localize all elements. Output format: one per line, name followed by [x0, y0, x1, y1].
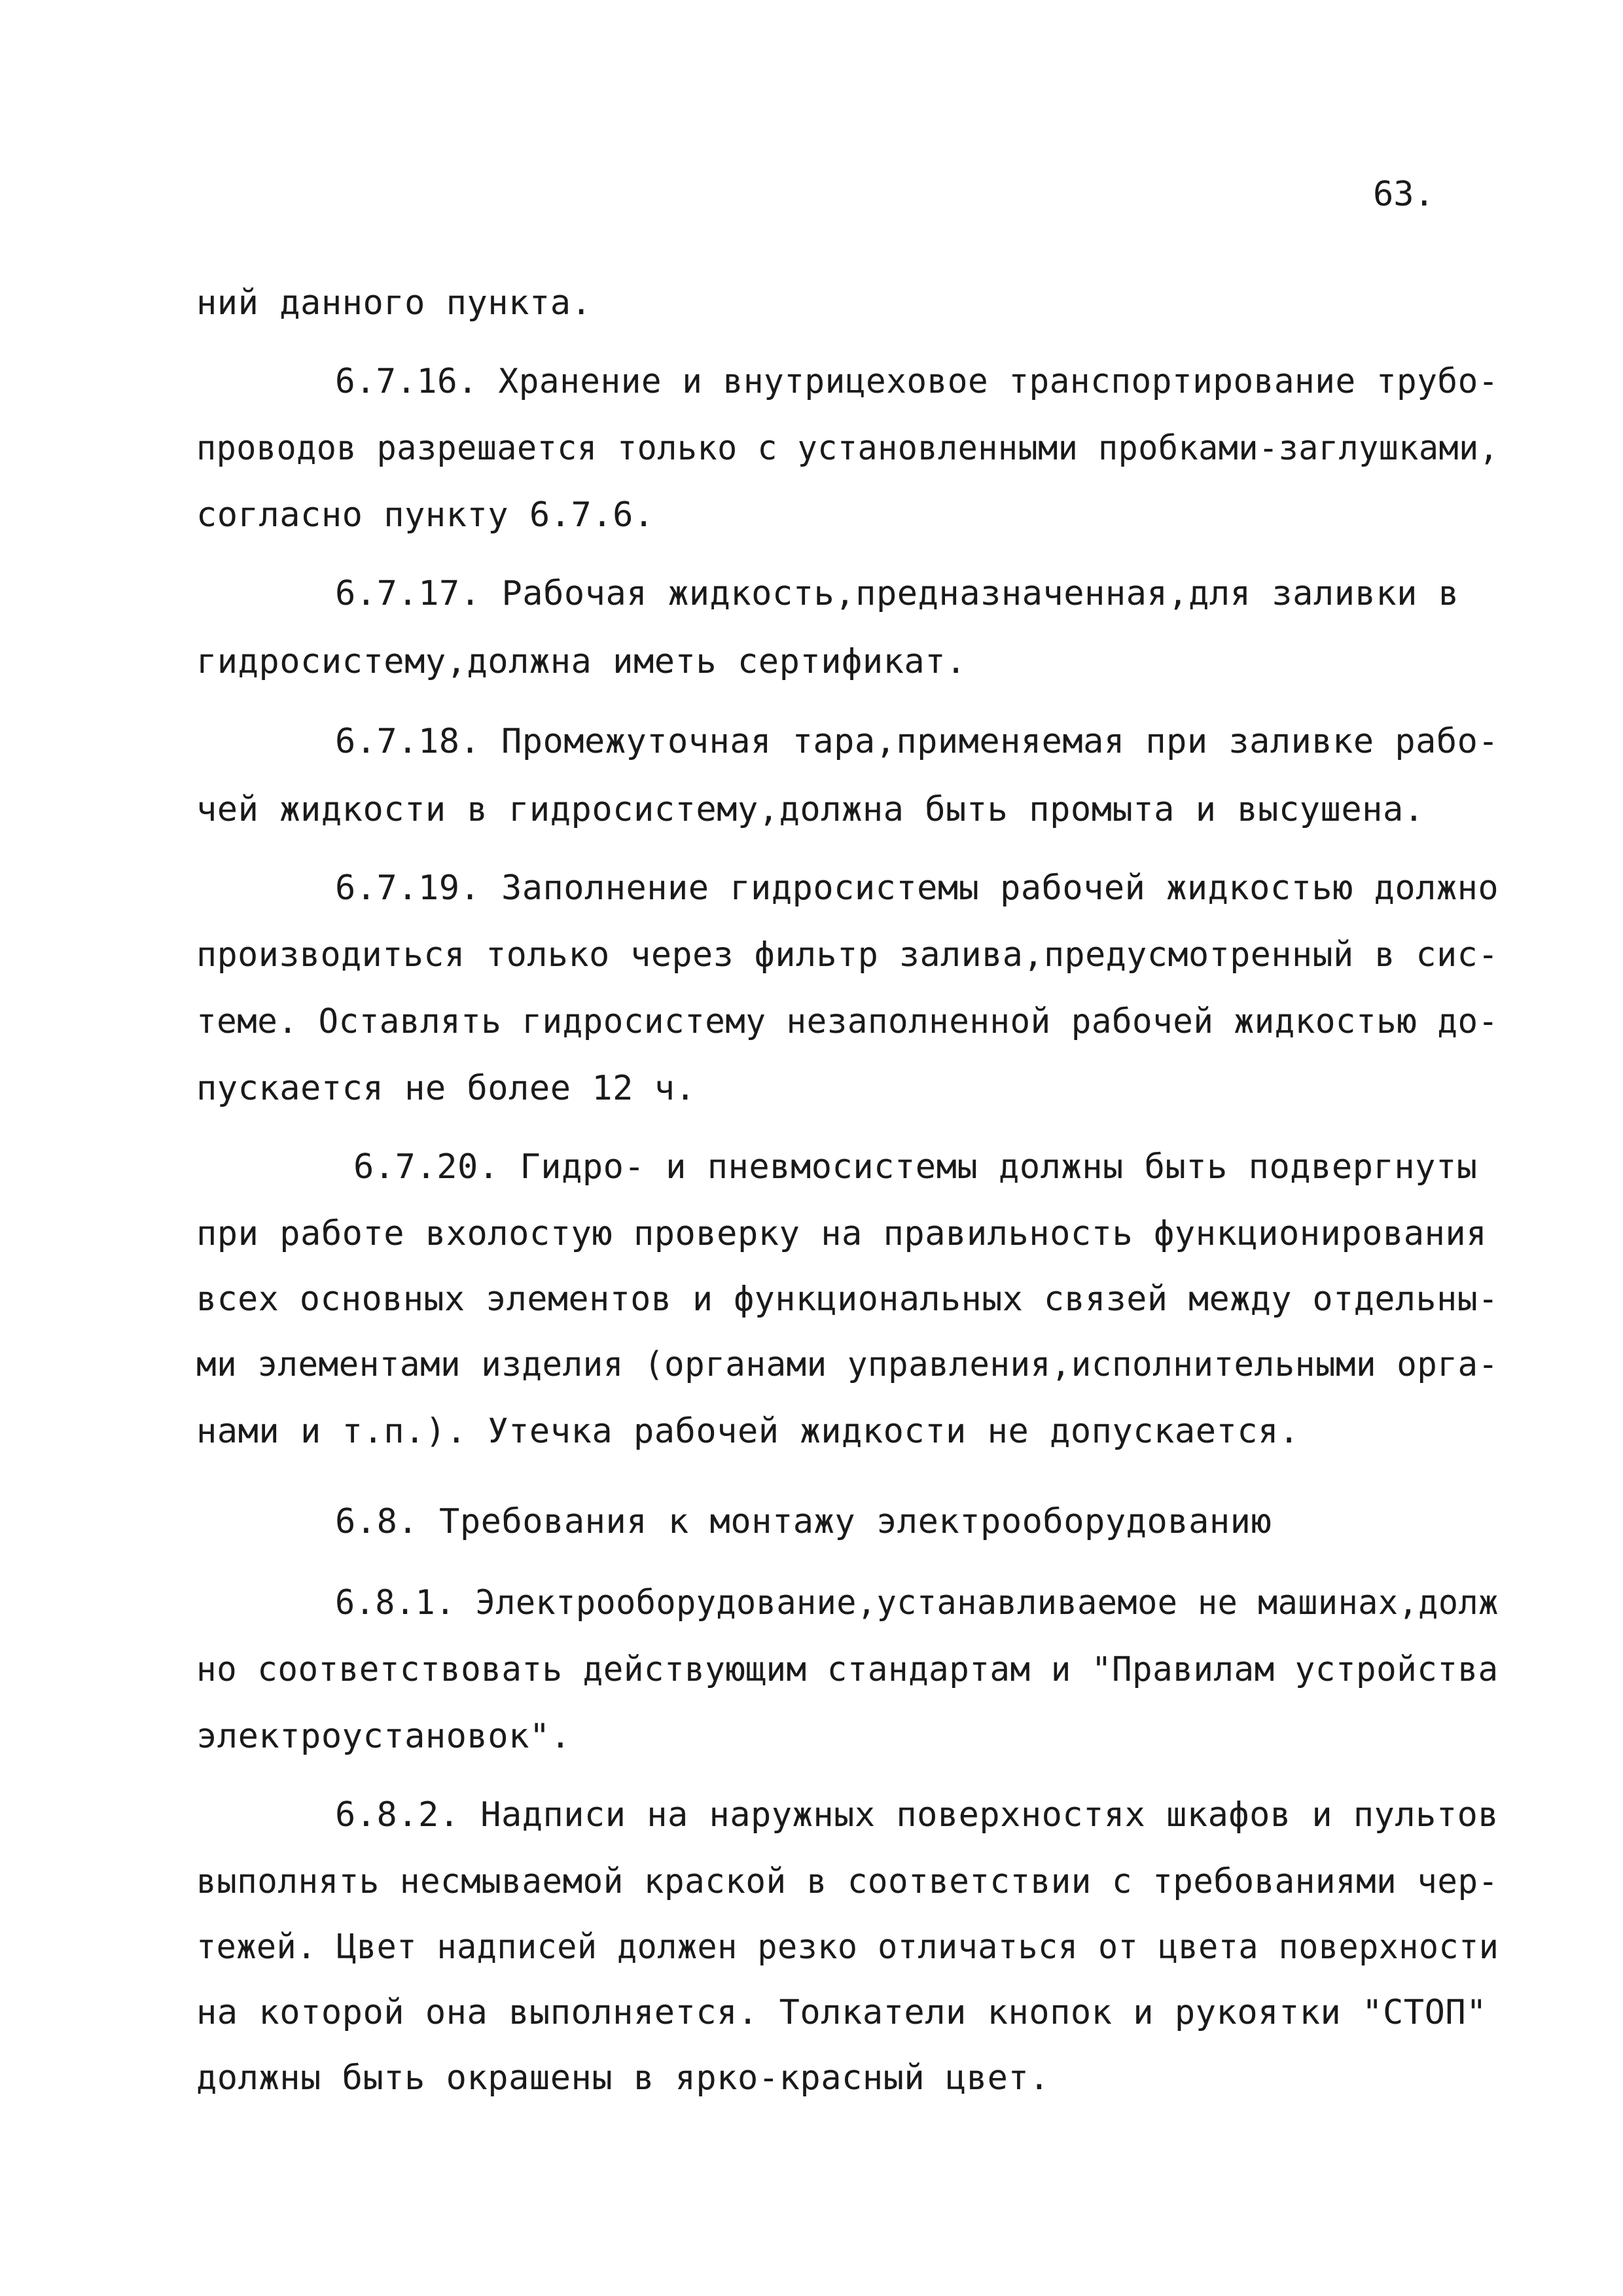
text-line: проводов разрешается только с установленными пробками-заглушками,: [196, 429, 1499, 468]
text-line: пускается не более 12 ч.: [196, 1069, 696, 1108]
text-line: должны быть окрашены в ярко-красный цвет.: [196, 2058, 1050, 2098]
text-line: ми элементами изделия (органами управления,исполнительными орга-: [196, 1345, 1499, 1384]
text-line: на которой она выполняется. Толкатели кнопок и рукоятки "СТОП": [196, 1993, 1488, 2032]
text-line: выполнять несмываемой краской в соответствии с требованиями чер-: [196, 1862, 1499, 1901]
text-line: согласно пункту 6.7.6.: [196, 495, 654, 535]
text-line: всех основных элементов и функциональных связей между отдельны-: [196, 1280, 1499, 1319]
text-line: электроустановок".: [196, 1717, 571, 1756]
paragraph-6-8-2-line: 6.8.2. Надписи на наружных поверхностях шкафов и пультов: [335, 1795, 1499, 1835]
text-line: при работе вхолостую проверку на правильность функционирования: [196, 1214, 1488, 1253]
paragraph-6-7-17-line: 6.7.17. Рабочая жидкость,предназначенная,для заливки в: [335, 574, 1459, 613]
page-number: 63.: [1373, 175, 1435, 214]
text-line: чей жидкости в гидросистему,должна быть промыта и высушена.: [196, 790, 1425, 829]
text-line: гидросистему,должна иметь сертификат.: [196, 642, 967, 681]
text-line: нами и т.п.). Утечка рабочей жидкости не допускается.: [196, 1412, 1300, 1451]
paragraph-6-7-20-line: 6.7.20. Гидро- и пневмосистемы должны быть подвергнуты: [353, 1147, 1478, 1187]
paragraph-6-7-19-line: 6.7.19. Заполнение гидросистемы рабочей жидкостью должно: [335, 869, 1499, 908]
paragraph-6-8-1-line: 6.8.1. Электрооборудование,устанавливаемое не машинах,долж: [335, 1583, 1499, 1623]
text-line: производиться только через фильтр залива,предусмотренный в сис-: [196, 935, 1499, 975]
text-line: теме. Оставлять гидросистему незаполненной рабочей жидкостью до-: [196, 1002, 1499, 1041]
text-line: но соответствовать действующим стандартам и "Правилам устройства: [196, 1650, 1499, 1689]
text-line: тежей. Цвет надписей должен резко отличаться от цвета поверхности: [196, 1928, 1499, 1967]
paragraph-6-7-16-line: 6.7.16. Хранение и внутрицеховое транспортирование трубо-: [335, 362, 1499, 401]
paragraph-6-7-18-line: 6.7.18. Промежуточная тара,применяемая при заливке рабо-: [335, 722, 1499, 761]
text-line: ний данного пункта.: [196, 283, 592, 323]
section-heading-6-8: 6.8. Требования к монтажу электрооборудованию: [335, 1502, 1272, 1541]
